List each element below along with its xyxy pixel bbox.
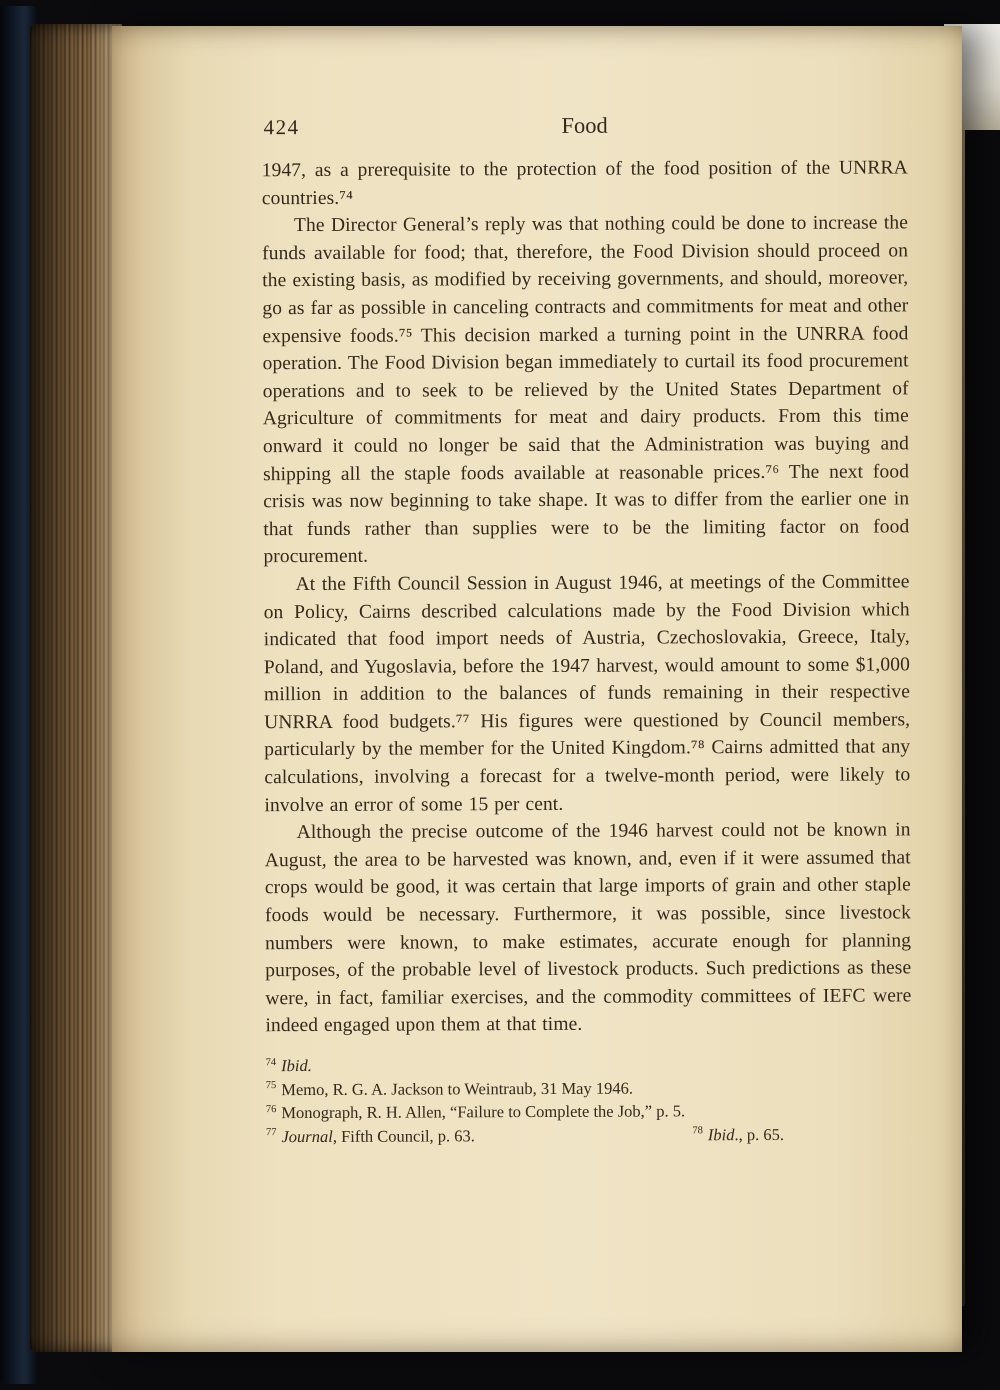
footnote-marker: 76 [265,1103,277,1115]
footnote [692,1122,784,1146]
page-edges-stack [30,24,122,1352]
footnote-text: , Fifth Council, p. 63. [332,1125,475,1146]
paragraph: The Director General’s reply was that nothing could be done to increase the funds available for food; that, therefore, the Food Division should proceed on the existing basis, as modified by receiving governments, and should, moreover, go as far as possible in canceling contracts and commitments for meat and other expensive foods.⁷⁵ This decision marked a turning point in the UNRRA food operation. The Food Division began immediately to curtail its food procurement operations and to seek to be relieved by the United States Department of Agriculture of commitments for meat and dairy products. From this time onward it could no longer be said that the Administration was buying and shipping all the staple foods available at reasonable prices.⁷⁶ The next food crisis was now beginning to take shape. It was to differ from the earlier one in that funds rather than supplies were to be the limiting factor on food procurement. [262,212,910,568]
footnote-marker: 78 [692,1125,703,1137]
footnote [266,1075,912,1101]
footnote-marker: 74 [265,1056,277,1068]
page-content [109,24,965,1354]
footnote [266,1098,912,1124]
footnote [266,1124,475,1148]
footnote-text: ., p. 65. [734,1124,784,1144]
footnote-text-italic: Ibid [707,1124,735,1144]
footnote [266,1051,912,1077]
body-text [262,154,912,1040]
running-header-title: Food [561,112,608,138]
paragraph: 1947, as a prerequisite to the protection of the food position of the UNRRA countries.⁷⁴ [261,157,908,209]
footnote-text-italic: Journal [281,1126,333,1146]
page-number: 424 [263,115,300,140]
footnotes [266,1051,912,1148]
footnote-text: Monograph, R. H. Allen, “Failure to Complete the Job,” p. 5. [281,1101,686,1123]
book-page [112,26,962,1352]
footnote-marker: 77 [265,1127,277,1139]
footnote-row [266,1122,912,1148]
footnote-marker: 75 [265,1080,277,1092]
paragraph: Although the precise outcome of the 1946 harvest could not be known in August, the area to be harvested was known, and, even if it were assumed that crops would be good, it was certain that large imports of grain and other staple foods would be necessary. Furthermore, it was possible, since livestock numbers were known, to make estimates, accurate enough for planning purposes, of the probable level of livestock products. Such predictions as these were, in fact, familiar exercises, and the commodity committees of IEFC were indeed engaged upon them at that time. [264,819,912,1037]
running-head [261,112,907,151]
paragraph: At the Fifth Council Session in August 1946, at meetings of the Committee on Policy, Cairns described calculations made by the Food Division which indicated that food import needs of Austria, Czechoslovakia, Greece, Italy, Poland, and Yugoslavia, before the 1947 harvest, would amount to some $1,000 million in addition to the balances of funds remaining in their respective UNRRA food budgets.⁷⁷ His figures were questioned by Council members, particularly by the member for the United Kingdom.⁷⁸ Cairns admitted that any calculations, involving a forecast for a twelve-month period, were likely to involve an error of some 15 per cent. [263,571,911,816]
footnote-text-italic: Ibid. [281,1055,312,1076]
footnote-text: Memo, R. G. A. Jackson to Weintraub, 31 May 1946. [281,1078,634,1099]
